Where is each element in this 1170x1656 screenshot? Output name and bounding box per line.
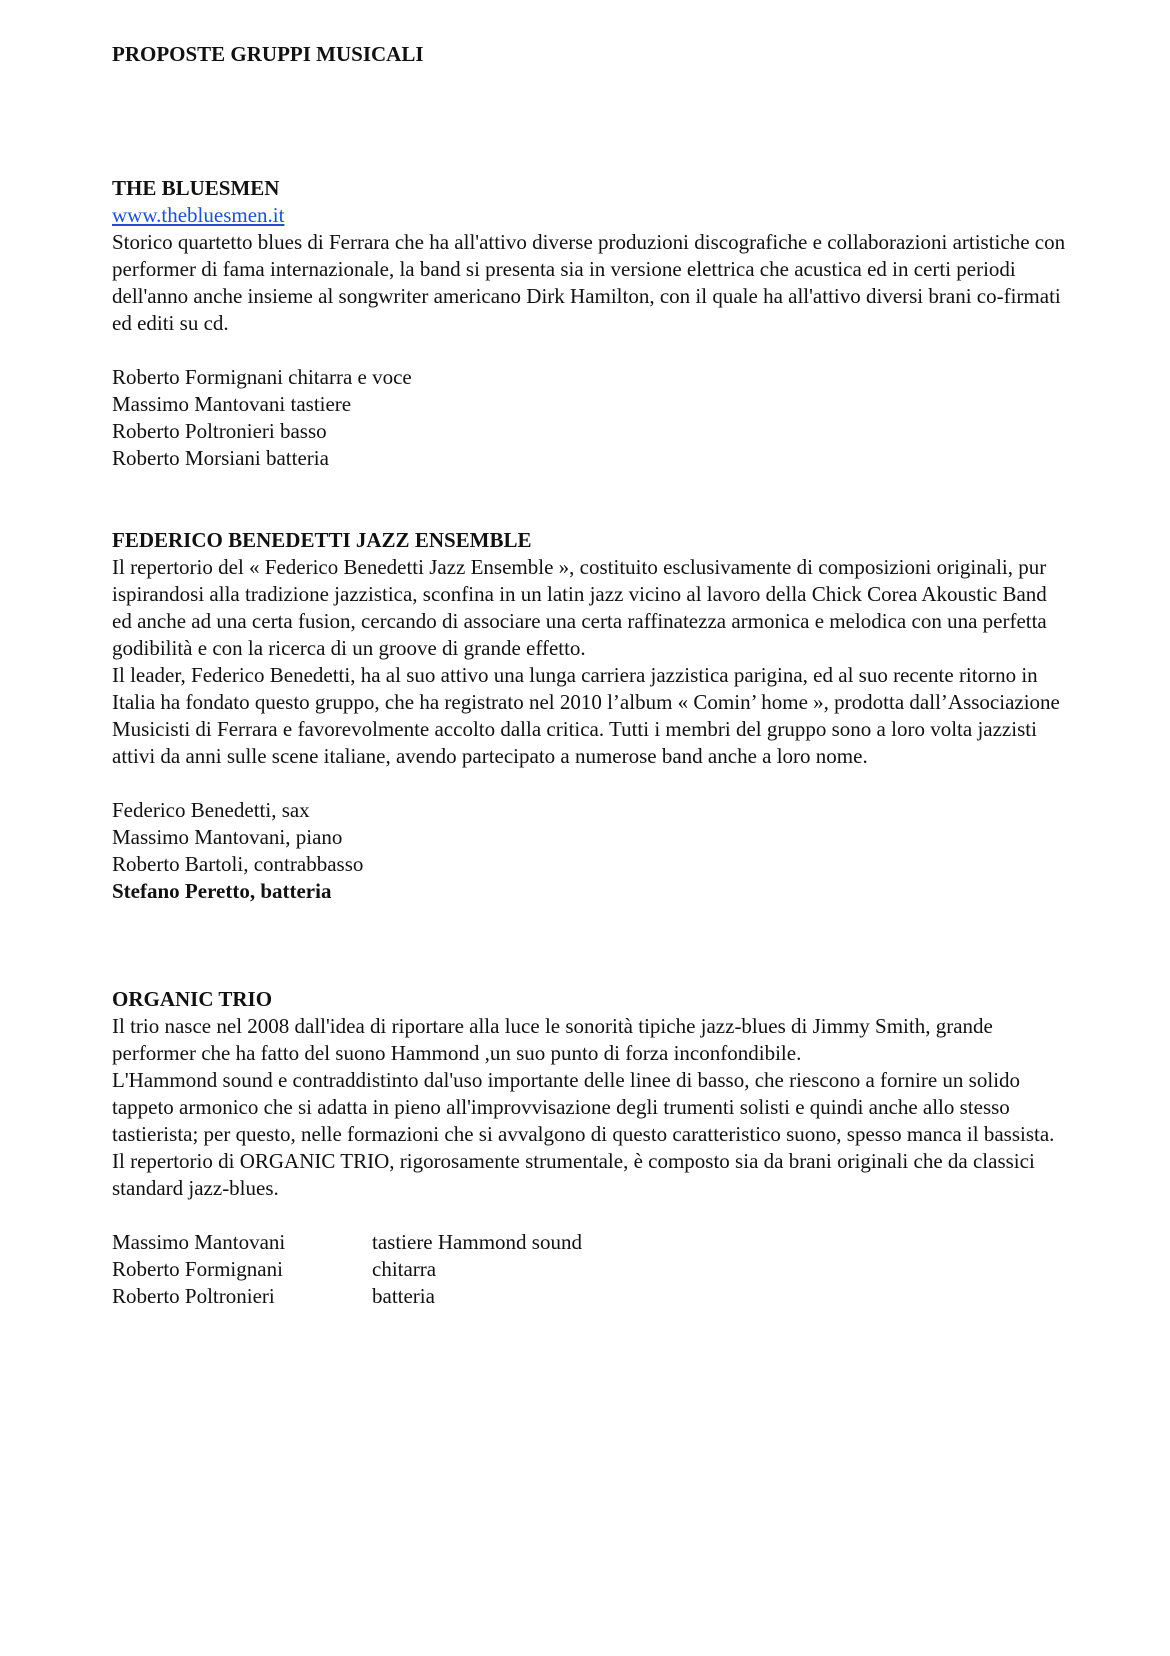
member-name: Roberto Formignani xyxy=(112,1257,283,1281)
section-title: FEDERICO BENEDETTI JAZZ ENSEMBLE xyxy=(112,528,532,552)
member-item: Stefano Peretto, batteria xyxy=(112,879,332,903)
member-item: Roberto Bartoli, contrabbasso xyxy=(112,852,364,876)
spacer xyxy=(112,1202,1070,1229)
member-item: Federico Benedetti, sax xyxy=(112,798,310,822)
member-item: Roberto Formignani chitarra e voce xyxy=(112,365,412,389)
member-row xyxy=(112,1256,1070,1283)
member-item: Massimo Mantovani tastiere xyxy=(112,392,352,416)
member-list xyxy=(112,1229,1070,1310)
member-role: chitarra xyxy=(372,1257,437,1281)
section-description: Il repertorio di ORGANIC TRIO, rigorosamente strumentale, è composto sia da brani originali che da classici standard jazz-blues. xyxy=(112,1149,1035,1200)
spacer xyxy=(112,770,1070,797)
member-role: batteria xyxy=(372,1284,435,1308)
section-the-bluesmen xyxy=(112,175,1070,472)
section-description: Il leader, Federico Benedetti, ha al suo attivo una lunga carriera jazzistica parigina, ed al suo recente ritorno in Italia ha fondato questo gruppo, che ha registrato nel 2010 l’album « Comin’ home », prodotta dall’Associazione Musicisti di Ferrara e favorevolmente accolto dalla critica. Tutti i membri del gruppo sono a loro volta jazzisti attivi da anni sulle scene italiane, avendo partecipato a numerose band anche a loro nome. xyxy=(112,663,1060,768)
section-title: THE BLUESMEN xyxy=(112,176,280,200)
member-role: tastiere Hammond sound xyxy=(372,1230,582,1254)
member-item: Roberto Poltronieri basso xyxy=(112,419,327,443)
section-organic-trio xyxy=(112,986,1070,1310)
member-item: Massimo Mantovani, piano xyxy=(112,825,343,849)
section-title: ORGANIC TRIO xyxy=(112,987,273,1011)
member-name: Massimo Mantovani xyxy=(112,1230,286,1254)
member-list xyxy=(112,364,1070,472)
section-description: Il repertorio del « Federico Benedetti Jazz Ensemble », costituito esclusivamente di composizioni originali, pur ispirandosi alla tradizione jazzistica, sconfina in un latin jazz vicino al lavoro della Chick Corea Akoustic Band ed anche ad una certa fusion, cercando di associare una certa raffinatezza armonica e melodica con una perfetta godibilità e con la ricerca di un groove di grande effetto. xyxy=(112,555,1047,660)
member-row xyxy=(112,1229,1070,1256)
member-item: Roberto Morsiani batteria xyxy=(112,446,329,470)
document-title: PROPOSTE GRUPPI MUSICALI xyxy=(112,42,424,66)
website-link[interactable]: www.thebluesmen.it xyxy=(112,203,285,227)
member-list xyxy=(112,797,1070,905)
member-name: Roberto Poltronieri xyxy=(112,1284,275,1308)
member-row xyxy=(112,1283,1070,1310)
section-description: Il trio nasce nel 2008 dall'idea di riportare alla luce le sonorità tipiche jazz-blues di Jimmy Smith, grande performer che ha fatto del suono Hammond ,un suo punto di forza inconfondibile. xyxy=(112,1014,993,1065)
section-description: Storico quartetto blues di Ferrara che ha all'attivo diverse produzioni discografiche e collaborazioni artistiche con performer di fama internazionale, la band si presenta sia in versione elettrica che acustica ed in certi periodi dell'anno anche insieme al songwriter americano Dirk Hamilton, con il quale ha all'attivo diversi brani co-firmati ed editi su cd. xyxy=(112,230,1066,335)
section-federico-benedetti-jazz-ensemble xyxy=(112,527,1070,905)
spacer xyxy=(112,337,1070,364)
section-description: L'Hammond sound e contraddistinto dal'uso importante delle linee di basso, che riescono a fornire un solido tappeto armonico che si adatta in pieno all'improvvisazione degli trumenti solisti e quindi anche allo stesso tastierista; per questo, nelle formazioni che si avvalgono di questo caratteristico suono, spesso manca il bassista. xyxy=(112,1068,1055,1146)
